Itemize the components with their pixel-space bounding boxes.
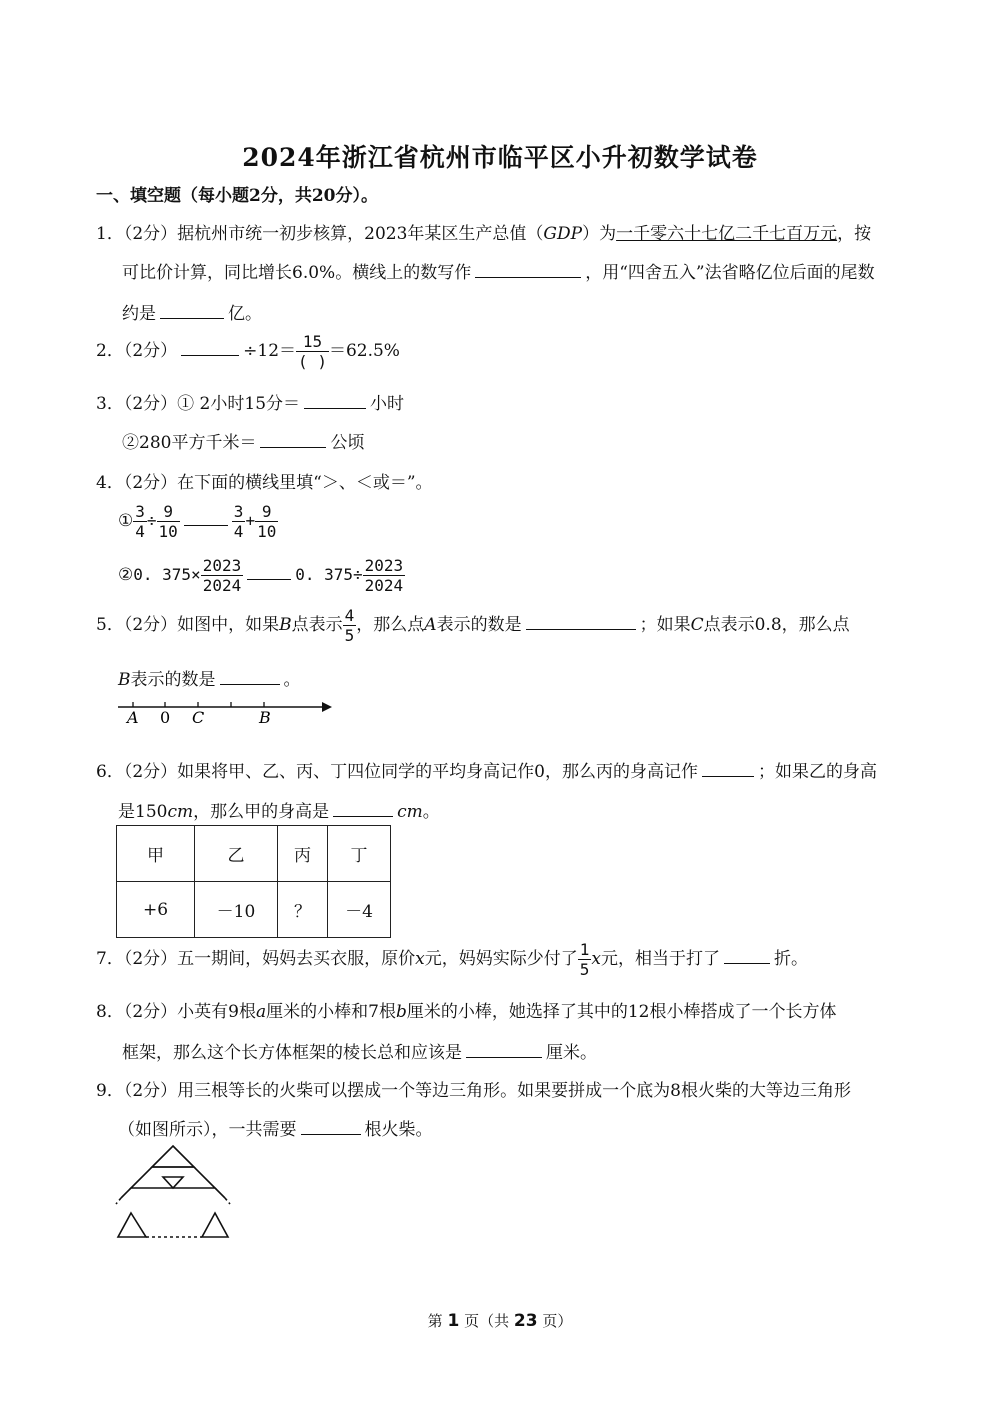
question-3-line-1 bbox=[96, 389, 404, 414]
q1-score: （2分） bbox=[123, 224, 178, 244]
table-value-cell: ？ bbox=[278, 882, 328, 938]
q1-text: 亿。 bbox=[228, 304, 262, 324]
fraction bbox=[578, 940, 592, 979]
answer-blank[interactable] bbox=[702, 762, 754, 777]
fraction bbox=[343, 606, 357, 645]
question-9-line-2 bbox=[118, 1115, 433, 1140]
operator: + bbox=[245, 511, 256, 530]
answer-blank[interactable] bbox=[184, 511, 228, 526]
answer-blank[interactable] bbox=[301, 1120, 361, 1135]
q3-text: 小时 bbox=[370, 394, 405, 414]
answer-blank[interactable] bbox=[333, 802, 393, 817]
question-6-line-1 bbox=[96, 757, 877, 782]
q2-text: ÷12＝ bbox=[243, 341, 297, 361]
question-8-line-1 bbox=[96, 997, 836, 1022]
table-header-cell: 甲 bbox=[117, 826, 195, 882]
left-edge bbox=[121, 1188, 131, 1198]
q5-text: 点表示 bbox=[291, 615, 343, 635]
variable-b: b bbox=[395, 1002, 407, 1022]
q8-number: 8． bbox=[96, 1002, 124, 1022]
variable-a: a bbox=[255, 1002, 267, 1022]
fraction bbox=[232, 502, 246, 541]
exam-title: 2024年浙江省杭州市临平区小升初数学试卷 bbox=[242, 143, 758, 172]
q9-text: 根火柴。 bbox=[364, 1120, 433, 1140]
table-header-row bbox=[117, 826, 391, 882]
fraction-numerator: 1 bbox=[579, 940, 590, 959]
q4-expression: 0. 375× bbox=[133, 565, 201, 584]
table-value-row bbox=[117, 882, 391, 938]
table-header-cell: 丁 bbox=[328, 826, 391, 882]
table-value-cell: +6 bbox=[117, 882, 195, 938]
point-a-label: A bbox=[424, 615, 437, 635]
variable-x: x bbox=[415, 949, 425, 969]
fraction-numerator: 15 bbox=[296, 332, 329, 352]
fraction bbox=[201, 556, 244, 595]
question-3-line-2 bbox=[122, 428, 364, 453]
number-line-arrow bbox=[322, 702, 332, 712]
q4-text: 在下面的横线里填“＞、＜或＝”。 bbox=[177, 473, 433, 493]
fraction-denominator: 4 bbox=[233, 522, 244, 541]
q5-text: 表示的数是 bbox=[130, 670, 216, 690]
q5-number: 5． bbox=[96, 615, 124, 635]
q8-text: 小英有9根 bbox=[177, 1002, 256, 1022]
circle-2-mark: ② bbox=[118, 565, 134, 585]
axis-label-c: C bbox=[192, 708, 205, 727]
answer-blank[interactable] bbox=[724, 949, 770, 964]
table-header-cell: 乙 bbox=[195, 826, 278, 882]
axis-label-zero: 0 bbox=[160, 708, 171, 727]
fraction-denominator: 4 bbox=[135, 522, 145, 541]
left-edge-dashed bbox=[116, 1198, 121, 1204]
fraction-denominator: 10 bbox=[257, 522, 277, 541]
question-6-line-2 bbox=[118, 797, 440, 822]
fraction-numerator: 9 bbox=[255, 502, 278, 522]
fraction-denominator: 10 bbox=[158, 522, 178, 541]
question-4-part-2 bbox=[118, 556, 405, 595]
bottom-right-triangle bbox=[202, 1213, 228, 1237]
question-5-line-1 bbox=[96, 606, 850, 645]
table-header-cell: 丙 bbox=[278, 826, 328, 882]
matchstick-triangle-figure bbox=[112, 1143, 236, 1243]
fraction bbox=[296, 332, 329, 371]
question-1-line-2 bbox=[122, 258, 875, 283]
question-9-line-1 bbox=[96, 1076, 851, 1101]
q5-text: 点表示0.8，那么点 bbox=[703, 615, 850, 635]
question-1-line-1 bbox=[96, 219, 871, 244]
fraction-denominator: 2024 bbox=[364, 576, 404, 595]
q9-score: （2分） bbox=[123, 1081, 178, 1101]
variable-x: x bbox=[591, 949, 601, 969]
q5-text: ，那么点 bbox=[356, 615, 425, 635]
q8-text: 厘米。 bbox=[546, 1043, 597, 1063]
number-line bbox=[110, 694, 350, 730]
q1-text: 据杭州市统一初步核算，2023年某区生产总值（ bbox=[177, 224, 544, 244]
height-table bbox=[116, 825, 391, 938]
right-edge bbox=[215, 1188, 225, 1198]
q3-score: （2分） bbox=[123, 394, 178, 414]
answer-blank[interactable] bbox=[466, 1043, 542, 1058]
fraction-numerator: 3 bbox=[135, 502, 145, 521]
q1-text: ，用“四舍五入”法省略亿位后面的尾数 bbox=[585, 263, 875, 283]
underlined-number-words: 一千零六十七亿二千七百万元 bbox=[616, 224, 838, 244]
footer-text: 页） bbox=[542, 1312, 573, 1330]
q4-number: 4． bbox=[96, 473, 124, 493]
q8-text: 厘米的小棒和7根 bbox=[266, 1002, 396, 1022]
fraction-denominator: 5 bbox=[579, 960, 590, 979]
q2-score: （2分） bbox=[123, 341, 178, 361]
q8-text: 框架，那么这个长方体框架的棱长总和应该是 bbox=[122, 1043, 462, 1063]
fraction-denominator: 5 bbox=[344, 626, 355, 645]
q8-score: （2分） bbox=[123, 1002, 178, 1022]
fraction-denominator: 2024 bbox=[202, 576, 242, 595]
page-number: 1 bbox=[447, 1311, 460, 1331]
operator: ÷ bbox=[146, 511, 157, 530]
fraction bbox=[255, 502, 278, 541]
answer-blank[interactable] bbox=[181, 341, 239, 356]
q1-number: 1． bbox=[96, 224, 124, 244]
fraction-numerator: 4 bbox=[344, 606, 355, 625]
total-pages: 23 bbox=[513, 1311, 538, 1331]
point-b-label: B bbox=[279, 615, 292, 635]
q5-score: （2分） bbox=[123, 615, 178, 635]
answer-blank[interactable] bbox=[526, 615, 636, 630]
q1-text: ）为 bbox=[582, 224, 617, 244]
q6-text: ；如果乙的身高 bbox=[757, 762, 877, 782]
q2-text: ＝62.5% bbox=[328, 341, 400, 361]
unit-cm: cm bbox=[167, 802, 194, 822]
q7-text: 元，相当于打了 bbox=[600, 949, 720, 969]
q6-text: ，那么甲的身高是 bbox=[193, 802, 330, 822]
q6-text: 。 bbox=[422, 802, 440, 822]
q5-text: 如图中，如果 bbox=[177, 615, 280, 635]
top-triangle bbox=[152, 1146, 194, 1167]
point-b-label: B bbox=[118, 670, 131, 690]
fraction-numerator: 2023 bbox=[364, 556, 404, 575]
inverted-triangle bbox=[163, 1177, 183, 1188]
answer-blank[interactable] bbox=[475, 263, 581, 278]
q4-expression: 0. 375÷ bbox=[295, 565, 363, 584]
q8-text: 厘米的小棒，她选择了其中的12根小棒搭成了一个长方体 bbox=[406, 1002, 837, 1022]
q6-score: （2分） bbox=[123, 762, 178, 782]
q1-text: 约是 bbox=[122, 304, 156, 324]
answer-blank[interactable] bbox=[247, 565, 291, 580]
q3-text: 公顷 bbox=[330, 433, 365, 453]
fraction-numerator: 9 bbox=[157, 502, 180, 522]
q3-number: 3． bbox=[96, 394, 124, 414]
question-2 bbox=[96, 332, 400, 371]
q9-number: 9． bbox=[96, 1081, 124, 1101]
table-value-cell: －10 bbox=[195, 882, 278, 938]
page-footer bbox=[0, 1310, 1000, 1331]
answer-blank[interactable] bbox=[160, 304, 224, 319]
q1-text: ，按 bbox=[837, 224, 872, 244]
question-4-part-1 bbox=[118, 502, 278, 541]
q6-number: 6． bbox=[96, 762, 124, 782]
q7-text: 折。 bbox=[773, 949, 808, 969]
q9-text: 用三根等长的火柴可以摆成一个等边三角形。如果要拼成一个底为8根火柴的大等边三角形 bbox=[177, 1081, 851, 1101]
fraction bbox=[157, 502, 180, 541]
fraction bbox=[363, 556, 406, 595]
q2-number: 2． bbox=[96, 341, 124, 361]
answer-blank[interactable] bbox=[220, 670, 280, 685]
fraction-numerator: 3 bbox=[233, 502, 244, 521]
q7-text: 五一期间，妈妈去买衣服，原价 bbox=[177, 949, 416, 969]
answer-blank[interactable] bbox=[304, 394, 366, 409]
q3-text: ②280平方千米＝ bbox=[122, 433, 257, 453]
q9-text: （如图所示），一共需要 bbox=[118, 1120, 297, 1140]
q5-text: 。 bbox=[283, 670, 301, 690]
question-5-line-2 bbox=[118, 665, 301, 690]
q1-text: 可比价计算，同比增长6.0%。横线上的数写作 bbox=[122, 263, 472, 283]
circle-1-mark: ① bbox=[118, 511, 134, 531]
fraction-numerator: 2023 bbox=[202, 556, 242, 575]
q5-text: ；如果 bbox=[639, 615, 691, 635]
q6-text: 如果将甲、乙、丙、丁四位同学的平均身高记作0，那么丙的身高记作 bbox=[177, 762, 698, 782]
q7-score: （2分） bbox=[123, 949, 178, 969]
q3-text: ① 2小时15分＝ bbox=[177, 394, 301, 414]
fraction-denominator[interactable]: ( ) bbox=[298, 352, 327, 371]
q5-text: 表示的数是 bbox=[436, 615, 522, 635]
gdp-label: GDP bbox=[543, 224, 583, 244]
question-1-line-3 bbox=[122, 299, 262, 324]
bottom-left-triangle bbox=[118, 1213, 146, 1237]
fraction bbox=[133, 502, 147, 541]
q4-score: （2分） bbox=[123, 473, 178, 493]
section-heading: 一、填空题（每小题2分，共20分）。 bbox=[96, 186, 378, 206]
q7-text: 元，妈妈实际少付了 bbox=[424, 949, 578, 969]
axis-label-a: A bbox=[127, 708, 139, 727]
question-7 bbox=[96, 940, 808, 979]
table-value-cell: －4 bbox=[328, 882, 391, 938]
q7-number: 7． bbox=[96, 949, 124, 969]
question-4 bbox=[96, 468, 433, 493]
question-8-line-2 bbox=[122, 1038, 597, 1063]
right-edge-dashed bbox=[225, 1198, 230, 1204]
axis-label-b: B bbox=[259, 708, 271, 727]
footer-text: 页（共 bbox=[464, 1312, 510, 1330]
point-c-label: C bbox=[690, 615, 704, 635]
footer-text: 第 bbox=[427, 1312, 443, 1330]
unit-cm: cm bbox=[397, 802, 423, 822]
answer-blank[interactable] bbox=[260, 433, 326, 448]
q6-text: 是150 bbox=[118, 802, 168, 822]
